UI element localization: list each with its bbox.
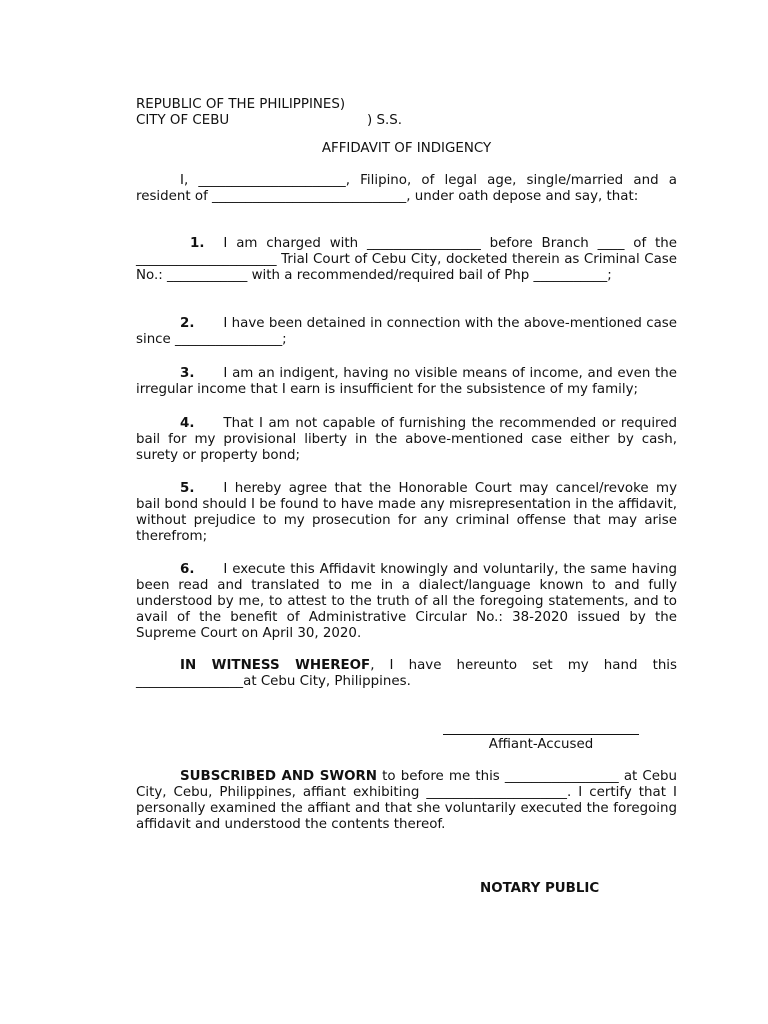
item-4-number: 4. xyxy=(180,416,195,431)
item-3-paragraph xyxy=(136,366,677,398)
witness-text: , I have hereunto set my hand this ________________at Cebu City, Philippines. xyxy=(136,658,677,689)
item-3-text: I am an indigent, having no visible means of income, and even the irregular income that I earn is insufficient for the subsistence of my family; xyxy=(136,366,677,397)
intro-paragraph xyxy=(136,173,677,205)
item-2-number: 2. xyxy=(180,316,195,331)
item-1-number: 1. xyxy=(190,236,205,251)
jurat-lead: SUBSCRIBED AND SWORN xyxy=(180,769,378,784)
signature-label: Affiant-Accused xyxy=(488,737,594,752)
witness-paragraph xyxy=(136,658,677,690)
jurat-paragraph xyxy=(136,769,677,833)
jurat-text: to before me this _________________ at Cebu City, Cebu, Philippines, affiant exhibiting _____________________. I certify that I personally examined the affiant and that she voluntarily executed the foregoing affidavit and understood the contents thereof. xyxy=(136,769,677,832)
item-6-number: 6. xyxy=(180,562,195,577)
caption-republic: REPUBLIC OF THE PHILIPPINES) xyxy=(136,97,346,112)
document-title: AFFIDAVIT OF INDIGENCY xyxy=(321,141,492,156)
signature-line xyxy=(443,734,639,735)
item-4-paragraph xyxy=(136,416,677,464)
item-2-text: I have been detained in connection with the above-mentioned case since ________________; xyxy=(136,316,677,347)
item-1-paragraph xyxy=(136,236,677,284)
item-5-text: I hereby agree that the Honorable Court may cancel/revoke my bail bond should I be found to have made any misrepresentation in the affidavit, without prejudice to my prosecution for any criminal offense that may arise therefrom; xyxy=(136,481,677,544)
item-1-text: I am charged with _________________ before Branch ____ of the _____________________ Trial Court of Cebu City, docketed therein as Criminal Case No.: ____________ with a recommended/required bail of Php ___________; xyxy=(136,236,677,283)
witness-lead: IN WITNESS WHEREOF xyxy=(180,658,371,673)
item-5-number: 5. xyxy=(180,481,195,496)
intro-text: I, ______________________, Filipino, of legal age, single/married and a resident of _____________________________, under oath depose and say, that: xyxy=(136,173,677,204)
item-2-paragraph xyxy=(136,316,677,348)
item-6-text: I execute this Affidavit knowingly and voluntarily, the same having been read and translated to me in a dialect/language known to and fully understood by me, to attest to the truth of all the foregoing statements, and to avail of the benefit of Administrative Circular No.: 38-2020 issued by the Supreme Court on April 30, 2020. xyxy=(136,562,677,641)
caption-ss: ) S.S. xyxy=(367,113,402,128)
item-5-paragraph xyxy=(136,481,677,545)
item-4-text: That I am not capable of furnishing the recommended or required bail for my provisional liberty in the above-mentioned case either by cash, surety or property bond; xyxy=(136,416,677,463)
item-3-number: 3. xyxy=(180,366,195,381)
notary-public-label: NOTARY PUBLIC xyxy=(480,881,600,896)
item-6-paragraph xyxy=(136,562,677,642)
caption-city: CITY OF CEBU xyxy=(136,113,230,128)
